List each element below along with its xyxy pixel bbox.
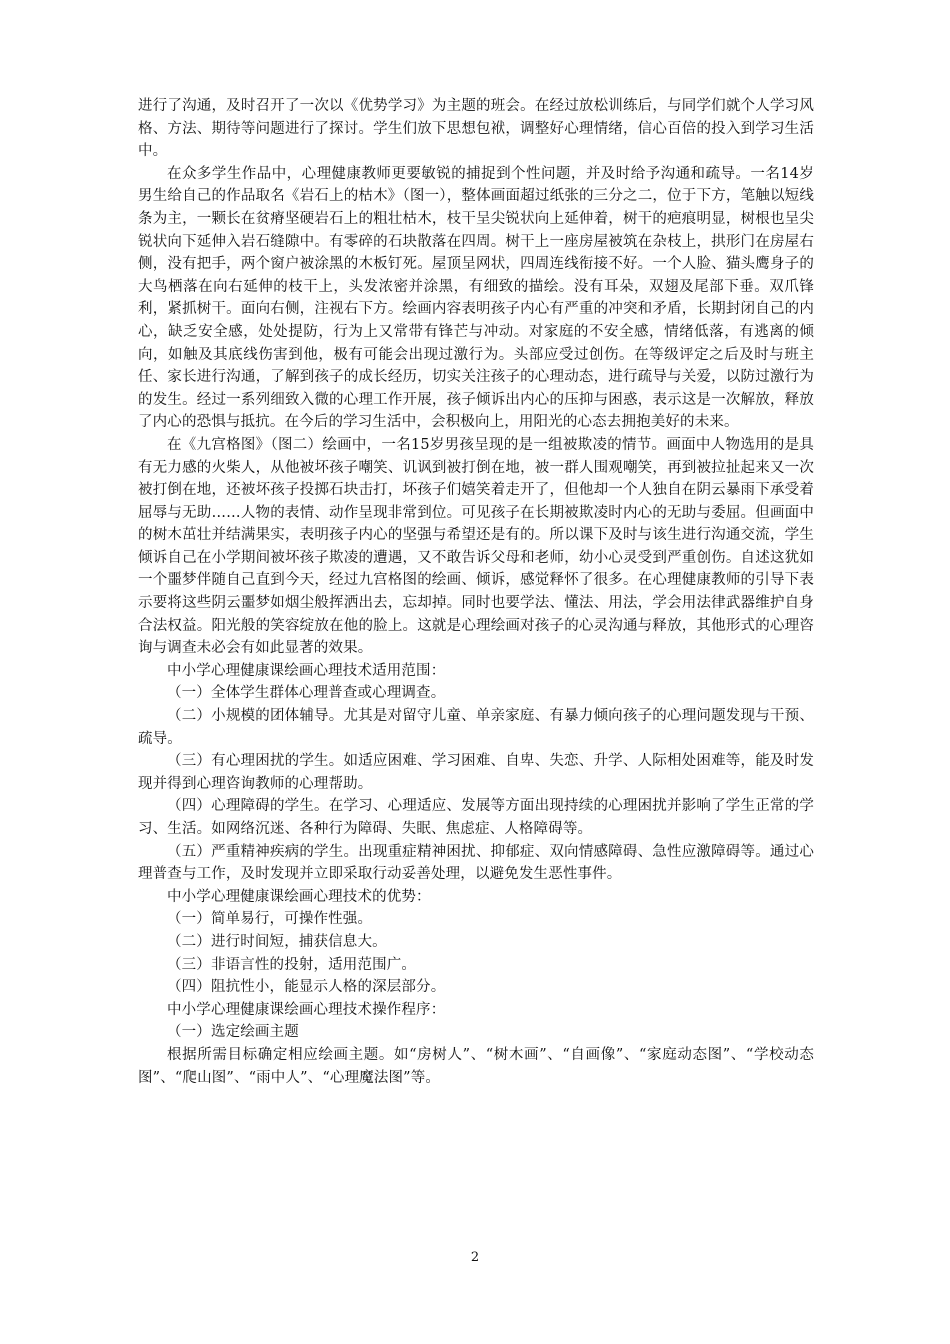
list-item: （一）简单易行，可操作性强。	[167, 911, 373, 928]
section-heading: 中小学心理健康课绘画心理技术的优势：	[167, 888, 431, 905]
body-text	[138, 95, 814, 1089]
list-item: （三）有心理困扰的学生。如适应困难、学习困难、自卑、失恋、升学、人际相处困难等，能及时发现并得到心理咨询教师的心理帮助。	[138, 753, 814, 792]
paragraph: 在《九宫格图》（图二）绘画中，一名15岁男孩呈现的是一组被欺凌的情节。画面中人物选用的是具有无力感的火柴人，从他被坏孩子嘲笑、讥讽到被打倒在地，被一群人围观嘲笑，再到被拉扯起来又一次被打倒在地，还被坏孩子投掷石块击打，坏孩子们嬉笑着走开了，但他却一个人独自在阴云暴雨下承受着屈辱与无助……人物的表情、动作呈现非常到位。可见孩子在长期被欺凌时内心的无助与委屈。但画面中的树木茁壮并结满果实，表明孩子内心的坚强与希望还是有的。所以课下及时与该生进行沟通交流，学生倾诉自己在小学期间被坏孩子欺凌的遭遇，又不敢告诉父母和老师，幼小心灵受到严重创伤。自述这犹如一个噩梦伴随自己直到今天，经过九宫格图的绘画、倾诉，感觉释怀了很多。在心理健康教师的引导下表示要将这些阴云噩梦如烟尘般挥洒出去，忘却掉。同时也要学法、懂法、用法，学会用法律武器维护自身合法权益。阳光般的笑容绽放在他的脸上。这就是心理绘画对孩子的心灵沟通与释放，其他形式的心理咨询与调查未必会有如此显著的效果。	[138, 436, 814, 657]
paragraph: 根据所需目标确定相应绘画主题。如“房树人”、“树木画”、“自画像”、“家庭动态图”、“学校动态图”、“爬山图”、“雨中人”、“心理魔法图”等。	[138, 1046, 814, 1086]
list-item: （五）严重精神疾病的学生。出现重症精神困扰、抑郁症、双向情感障碍、急性应激障碍等。通过心理普查与工作，及时发现并立即采取行动妥善处理，以避免发生恶性事件。	[138, 843, 814, 883]
list-item: （一）全体学生群体心理普查或心理调查。	[167, 685, 446, 702]
section-heading: 中小学心理健康课绘画心理技术操作程序：	[167, 1001, 446, 1018]
paragraph: 在众多学生作品中，心理健康教师更要敏锐的捕捉到个性问题，并及时给予沟通和疏导。一名14岁男生给自己的作品取名《岩石上的枯木》（图一），整体画面超过纸张的三分之二，位于下方，笔触以短线条为主，一颗长在贫瘠坚硬岩石上的粗壮枯木，枝干呈尖锐状向上延伸着，树干的疤痕明显，树根也呈尖锐状向下延伸入岩石缝隙中。有零碎的石块散落在四周。树干上一座房屋被筑在杂枝上，拱形门在房屋右侧，没有把手，两个窗户被涂黑的木板钉死。屋顶呈网状，四周连线衔接不好。一个人脸、猫头鹰身子的大鸟栖落在向右延伸的枝干上，头发浓密并涂黑，有细致的描绘。没有耳朵，双翅及尾部下垂。双爪锋利，紧抓树干。面向右侧，注视右下方。绘画内容表明孩子内心有严重的冲突和矛盾，长期封闭自己的内心，缺乏安全感，处处提防，行为上又常带有锋芒与冲动。对家庭的不安全感，情绪低落，有逃离的倾向，如触及其底线伤害到他，极有可能会出现过激行为。头部应受过创伤。在等级评定之后及时与班主任、家长进行沟通，了解到孩子的成长经历，切实关注孩子的心理动态，进行疏导与关爱，以防过激行为的发生。经过一系列细致入微的心理工作开展，孩子倾诉出内心的压抑与困惑，表示这是一次解放，释放了内心的恐惧与抵抗。在今后的学习生活中，会积极向上，用阳光的心态去拥抱美好的未来。	[138, 165, 814, 431]
list-item: （四）阻抗性小，能显示人格的深层部分。	[167, 979, 446, 996]
paragraph: 进行了沟通，及时召开了一次以《优势学习》为主题的班会。在经过放松训练后，与同学们就个人学习风格、方法、期待等问题进行了探讨。学生们放下思想包袱，调整好心理情绪，信心百倍的投入到学习生活中。	[138, 98, 814, 160]
list-item: （二）小规模的团体辅导。尤其是对留守儿童、单亲家庭、有暴力倾向孩子的心理问题发现与干预、疏导。	[138, 708, 814, 747]
section-heading: 中小学心理健康课绘画心理技术适用范围：	[167, 662, 446, 679]
list-item: （三）非语言性的投射，适用范围广。	[167, 956, 417, 973]
list-item: （一）选定绘画主题	[167, 1024, 299, 1041]
list-item: （四）心理障碍的学生。在学习、心理适应、发展等方面出现持续的心理困扰并影响了学生正常的学习、生活。如网络沉迷、各种行为障碍、失眠、焦虑症、人格障碍等。	[138, 798, 814, 837]
page-number: 2	[470, 1250, 480, 1265]
list-item: （二）进行时间短，捕获信息大。	[167, 933, 387, 950]
